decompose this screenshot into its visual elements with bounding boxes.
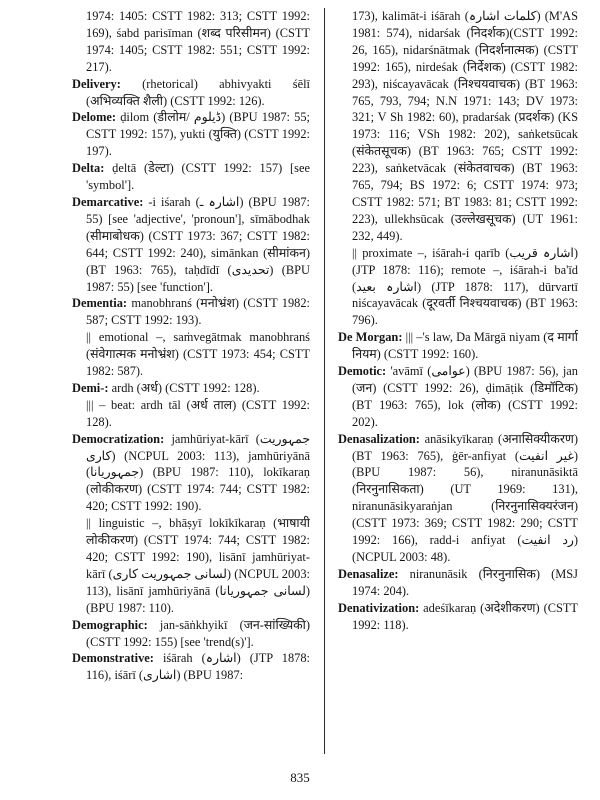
headword: Delta: (72, 161, 105, 176)
two-column-layout (72, 8, 578, 754)
entry-text: ḍilom (डीलोम/ ڈیلوم) (BPU 1987: 55; CSTT 1992: 157), yukti (युक्ति) (CSTT 1992: 197). (86, 110, 310, 159)
entry-text: jan-sāṅkhyikī (जन-सांख्यिकी) (CSTT 1992: 155) [see 'trend(s)']. (86, 617, 310, 649)
dictionary-entry (338, 363, 578, 431)
dictionary-entry (72, 380, 310, 397)
dictionary-entry (72, 617, 310, 651)
entry-text: iśārah (اشارہ) (JTP 1878: 116), iśārī (اشاری) (BPU 1987: (86, 651, 310, 683)
headword: Demarcative: (72, 194, 144, 209)
continued-entry (352, 8, 578, 245)
headword: Democratization: (72, 431, 165, 446)
entry-text: || proximate –, iśārah-i qarīb (اشارہ قریب) (JTP 1878: 116); remote –, iśārah-i ba'īd (اشارہ بعید) (JTP 1878: 117), dūrvartī niścayavācak (दूरवर्ती निश्चयवाचक) (BT 1963: 796). (352, 245, 578, 328)
headword: Denasalization: (338, 431, 420, 446)
dictionary-entry (338, 431, 578, 566)
sub-entry (352, 245, 578, 330)
entry-text: || linguistic –, bhāṣyī lokīkīkaraṇ (भाषायी लोकीकरण) (CSTT 1974: 744; CSTT 1982: 420; CSTT 1992: 190), lisānī jamhūriyat-kārī (لسانی جمہوریت کاری) (NCPUL 2003: 113), lisānī jamhūriyānā (لسانی جمہوریانا) (BPU 1987: 110). (86, 516, 310, 615)
page-number: 835 (290, 770, 310, 785)
entry-text: 173), kalimāt-i iśārah (کلمات اشارہ) (M'AS 1981: 574), nidarśak (निदर्शक)(CSTT 1992: 26, 165), nidarśnātmak (निदर्शनात्मक) (CSTT 1992: 165), nirdeśak (निर्देशक) (CSTT 1982: 293), niścayavācak (निश्चयवाचक) (BT 1963: 765, 793, 794; N.N 1971: 143; DV 1973: 321; V Sh 1982: 60), pradarśak (प्रदर्शक) (KS 1973: 116; VSh 1982: 202), saṅketsūcak (संकेतसूचक) (BT 1963: 765; CSTT 1992: 223), saṅketvācak (संकेतवाचक) (BT 1963: 765, 794; BS 1972: 6; CSTT 1974: 973; CSTT 1982: 571; BT 1983: 81; CSTT 1992: 223), ullekhsūcak (उल्लेखसूचक) (UT 1961: 232, 449). (352, 9, 578, 243)
entry-text: anāsikyīkaraṇ (अनासिक्यीकरण) (BT 1963: 765), ġēr-anfiyat (غیر انفیت) (BPU 1987: 56), niranunāsiktā (निरनुनासिकता) (UT 1969: 131), niranunāsikyaraṅjan (निरनुनासिक्यरंजन) (CSTT 1973: 369; CSTT 1982: 290; CSTT 1992: 166), radd-i anfiyat (رد انفیت) (NCPUL 2003: 48). (352, 431, 578, 564)
entry-text: 'avāmī (عوامی) (BPU 1987: 56), jan (जन) (CSTT 1992: 26), ḍimāṭik (डिमॉटिक) (BT 1963: 765), lok (लोक) (CSTT 1992: 202). (352, 364, 578, 429)
entry-text: ||| –'s law, Da Mārgā niyam (द मार्गा नियम) (CSTT 1992: 160). (352, 330, 578, 362)
headword: De Morgan: (338, 330, 403, 345)
sub-entry (86, 515, 310, 616)
dictionary-entry (72, 431, 310, 516)
sub-entry (86, 329, 310, 380)
entry-text: (rhetorical) abhivyakti śēlī (अभिव्यक्ति शैली) (CSTT 1992: 126). (86, 76, 310, 108)
headword: Delivery: (72, 76, 121, 91)
headword: Demonstrative: (72, 651, 154, 666)
entry-text: 1974: 1405: CSTT 1982: 313; CSTT 1992: 169), śabd parisīman (शब्द परिसीमन) (CSTT 1974: 1405; CSTT 1982: 551; CSTT 1992: 217). (86, 9, 310, 74)
dictionary-entry (72, 76, 310, 110)
continued-entry (86, 8, 310, 76)
headword: Demi-: (72, 380, 109, 395)
left-column (72, 8, 310, 754)
entry-text: || emotional –, saṁvegātmak manobhranś (संवेगात्मक मनोभ्रंश) (CSTT 1973: 454; CSTT 1982: 587). (86, 330, 310, 379)
sub-entry (86, 397, 310, 431)
dictionary-entry (338, 600, 578, 634)
headword: Denativization: (338, 600, 420, 615)
headword: Denasalize: (338, 566, 399, 581)
column-divider (324, 8, 325, 754)
dictionary-entry (72, 650, 310, 684)
entry-text: ardh (अर्ध) (CSTT 1992: 128). (108, 380, 260, 395)
right-column (338, 8, 578, 754)
headword: Dementia: (72, 296, 128, 311)
entry-text: ḍeltā (डेल्टा) (CSTT 1992: 157) [see 'symbol']. (86, 161, 310, 193)
entry-text: niranunāsik (निरनुनासिक) (MSJ 1974: 204). (352, 566, 578, 598)
dictionary-entry (72, 160, 310, 194)
headword: Demotic: (338, 364, 387, 379)
entry-text: -i iśarah (اشارہ ـ) (BPU 1987: 55) [see 'adjective', 'pronoun'], sīmābodhak (सीमाबोधक) (CSTT 1973: 367; CSTT 1982: 644; CSTT 1992: 240), simānkan (सीमांकन) (BT 1963: 765), taḥdīdī (تحدیدی) (BPU 1987: 55) [see 'function']. (86, 194, 310, 294)
dictionary-entry (72, 194, 310, 295)
dictionary-entry (338, 566, 578, 600)
entry-text: manobhranś (मनोभ्रंश) (CSTT 1982: 587; CSTT 1992: 193). (86, 296, 310, 328)
dictionary-entry (72, 109, 310, 160)
entry-text: jamhūriyat-kārī (جمہوریت کاری) (NCPUL 2003: 113), jamhūriyānā (جمہوریانا) (BPU 1987: 110), lokīkaraṇ (लोकीकरण) (CSTT 1974: 744; CSTT 1982: 420; CSTT 1992: 190). (86, 431, 310, 514)
entry-text: adeśīkaraṇ (अदेशीकरण) (CSTT 1992: 118). (352, 600, 578, 632)
headword: Demographic: (72, 617, 148, 632)
dictionary-entry (72, 295, 310, 329)
headword: Delome: (72, 110, 117, 125)
entry-text: ||| – beat: ardh tāl (अर्ध ताल) (CSTT 1992: 128). (86, 397, 310, 429)
dictionary-entry (338, 329, 578, 363)
